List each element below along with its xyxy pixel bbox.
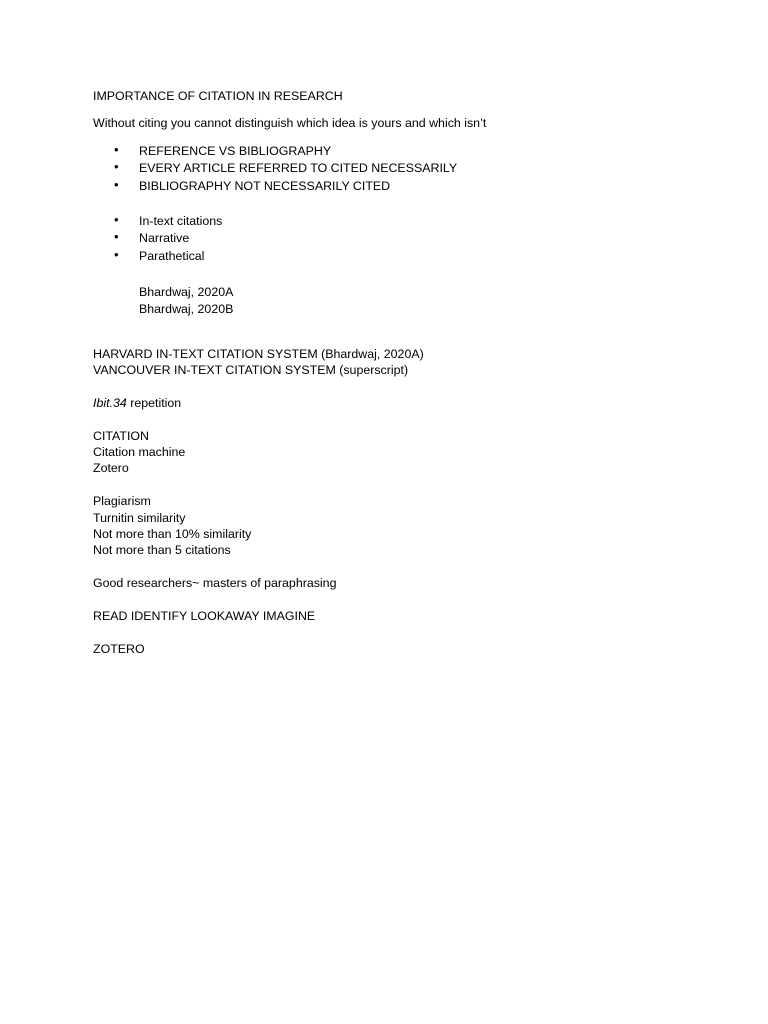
list-item: Narrative — [139, 231, 190, 245]
ibit-rest: repetition — [126, 396, 182, 410]
bullet-marker: • — [114, 212, 119, 227]
bullet-marker: • — [114, 229, 119, 244]
citation-system-harvard: HARVARD IN-TEXT CITATION SYSTEM (Bhardwaj, 2020A) — [93, 347, 424, 361]
bullet-marker: • — [114, 142, 119, 157]
text-line: Citation machine — [93, 445, 186, 459]
text-line: Not more than 5 citations — [93, 543, 231, 557]
citation-system-vancouver: VANCOUVER IN-TEXT CITATION SYSTEM (superscript) — [93, 363, 409, 377]
method-line: READ IDENTIFY LOOKAWAY IMAGINE — [93, 609, 316, 623]
bullet-marker: • — [114, 247, 119, 262]
citation-example: Bhardwaj, 2020A — [139, 285, 234, 299]
text-line: Zotero — [93, 461, 129, 475]
list-item: REFERENCE VS BIBLIOGRAPHY — [139, 144, 332, 158]
list-item: BIBLIOGRAPHY NOT NECESSARILY CITED — [139, 179, 391, 193]
text-line: Turnitin similarity — [93, 511, 186, 525]
intro-text: Without citing you cannot distinguish which idea is yours and which isn’t — [93, 116, 487, 130]
bullet-marker: • — [114, 159, 119, 174]
list-item: EVERY ARTICLE REFERRED TO CITED NECESSARILY — [139, 161, 458, 175]
ibit-italic: Ibit.34 — [93, 396, 127, 410]
researchers-line: Good researchers~ masters of paraphrasing — [93, 576, 337, 590]
bullet-marker: • — [114, 177, 119, 192]
document-title: IMPORTANCE OF CITATION IN RESEARCH — [93, 89, 343, 103]
closing-line: ZOTERO — [93, 642, 145, 656]
text-line: Not more than 10% similarity — [93, 527, 252, 541]
text-line: CITATION — [93, 429, 149, 443]
list-item: In-text citations — [139, 214, 223, 228]
ibit-line — [93, 395, 181, 411]
list-item: Parathetical — [139, 249, 205, 263]
citation-example: Bhardwaj, 2020B — [139, 302, 234, 316]
text-line: Plagiarism — [93, 494, 151, 508]
